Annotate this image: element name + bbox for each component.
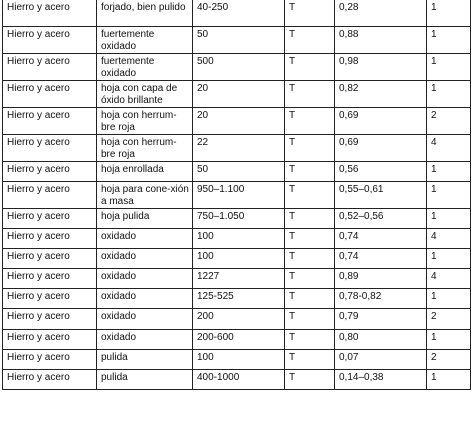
material-cell: Hierro y acero — [3, 329, 97, 349]
table-row — [3, 349, 471, 369]
emissivity-cell: 0,79 — [335, 309, 427, 329]
treatment-cell: hoja con herrum-bre roja — [97, 134, 193, 161]
emissivity-cell: 0,52–0,56 — [335, 208, 427, 228]
reference-cell: 1 — [427, 289, 471, 309]
material-cell: Hierro y acero — [3, 249, 97, 269]
emissivity-cell: 0,28 — [335, 0, 427, 26]
type-cell: T — [285, 26, 335, 53]
table-row — [3, 107, 471, 134]
material-cell: Hierro y acero — [3, 289, 97, 309]
material-cell: Hierro y acero — [3, 26, 97, 53]
temperature-cell: 22 — [193, 134, 285, 161]
table-row — [3, 309, 471, 329]
reference-cell: 1 — [427, 161, 471, 181]
type-cell: T — [285, 80, 335, 107]
type-cell: T — [285, 208, 335, 228]
material-cell: Hierro y acero — [3, 349, 97, 369]
treatment-cell: pulida — [97, 369, 193, 389]
table-row — [3, 229, 471, 249]
emissivity-cell: 0,69 — [335, 134, 427, 161]
reference-cell: 1 — [427, 249, 471, 269]
material-cell: Hierro y acero — [3, 107, 97, 134]
type-cell: T — [285, 369, 335, 389]
reference-cell: 4 — [427, 229, 471, 249]
treatment-cell: pulida — [97, 349, 193, 369]
reference-cell: 1 — [427, 329, 471, 349]
table-row — [3, 161, 471, 181]
temperature-cell: 100 — [193, 229, 285, 249]
temperature-cell: 500 — [193, 53, 285, 80]
treatment-cell: hoja con herrum-bre roja — [97, 107, 193, 134]
temperature-cell: 200 — [193, 309, 285, 329]
treatment-cell: forjado, bien pulido — [97, 0, 193, 26]
treatment-cell: fuertemente oxidado — [97, 26, 193, 53]
temperature-cell: 400-1000 — [193, 369, 285, 389]
temperature-cell: 50 — [193, 26, 285, 53]
reference-cell: 1 — [427, 0, 471, 26]
temperature-cell: 100 — [193, 249, 285, 269]
treatment-cell: oxidado — [97, 249, 193, 269]
reference-cell: 1 — [427, 80, 471, 107]
treatment-cell: hoja pulida — [97, 208, 193, 228]
emissivity-cell: 0,74 — [335, 249, 427, 269]
treatment-cell: oxidado — [97, 269, 193, 289]
table-row — [3, 269, 471, 289]
reference-cell: 1 — [427, 208, 471, 228]
table-row — [3, 181, 471, 208]
reference-cell: 1 — [427, 369, 471, 389]
emissivity-cell: 0,88 — [335, 26, 427, 53]
reference-cell: 2 — [427, 349, 471, 369]
type-cell: T — [285, 269, 335, 289]
temperature-cell: 1227 — [193, 269, 285, 289]
reference-cell: 2 — [427, 107, 471, 134]
emissivity-cell: 0,14–0,38 — [335, 369, 427, 389]
table-row — [3, 329, 471, 349]
material-cell: Hierro y acero — [3, 269, 97, 289]
table-row — [3, 289, 471, 309]
emissivity-cell: 0,56 — [335, 161, 427, 181]
reference-cell: 1 — [427, 181, 471, 208]
reference-cell: 2 — [427, 309, 471, 329]
emissivity-table — [2, 0, 471, 390]
type-cell: T — [285, 309, 335, 329]
table-row — [3, 26, 471, 53]
emissivity-cell: 0,69 — [335, 107, 427, 134]
material-cell: Hierro y acero — [3, 134, 97, 161]
emissivity-cell: 0,07 — [335, 349, 427, 369]
type-cell: T — [285, 289, 335, 309]
treatment-cell: hoja enrollada — [97, 161, 193, 181]
type-cell: T — [285, 181, 335, 208]
emissivity-cell: 0,74 — [335, 229, 427, 249]
material-cell: Hierro y acero — [3, 0, 97, 26]
material-cell: Hierro y acero — [3, 161, 97, 181]
table-row — [3, 208, 471, 228]
material-cell: Hierro y acero — [3, 369, 97, 389]
temperature-cell: 750–1.050 — [193, 208, 285, 228]
reference-cell: 1 — [427, 26, 471, 53]
treatment-cell: hoja para cone-xión a masa — [97, 181, 193, 208]
temperature-cell: 20 — [193, 107, 285, 134]
temperature-cell: 100 — [193, 349, 285, 369]
emissivity-cell: 0,82 — [335, 80, 427, 107]
table-row — [3, 134, 471, 161]
treatment-cell: oxidado — [97, 329, 193, 349]
table-row — [3, 53, 471, 80]
temperature-cell: 50 — [193, 161, 285, 181]
treatment-cell: fuertemente oxidado — [97, 53, 193, 80]
type-cell: T — [285, 0, 335, 26]
material-cell: Hierro y acero — [3, 53, 97, 80]
type-cell: T — [285, 161, 335, 181]
treatment-cell: oxidado — [97, 229, 193, 249]
treatment-cell: oxidado — [97, 289, 193, 309]
table-row — [3, 369, 471, 389]
reference-cell: 1 — [427, 53, 471, 80]
type-cell: T — [285, 53, 335, 80]
material-cell: Hierro y acero — [3, 229, 97, 249]
treatment-cell: hoja con capa de óxido brillante — [97, 80, 193, 107]
temperature-cell: 200-600 — [193, 329, 285, 349]
table-body — [3, 0, 471, 389]
material-cell: Hierro y acero — [3, 208, 97, 228]
type-cell: T — [285, 329, 335, 349]
type-cell: T — [285, 134, 335, 161]
material-cell: Hierro y acero — [3, 181, 97, 208]
type-cell: T — [285, 349, 335, 369]
emissivity-cell: 0,98 — [335, 53, 427, 80]
material-cell: Hierro y acero — [3, 309, 97, 329]
table-row — [3, 80, 471, 107]
emissivity-cell: 0,80 — [335, 329, 427, 349]
emissivity-cell: 0,89 — [335, 269, 427, 289]
reference-cell: 4 — [427, 269, 471, 289]
temperature-cell: 950–1.100 — [193, 181, 285, 208]
material-cell: Hierro y acero — [3, 80, 97, 107]
table-row — [3, 249, 471, 269]
temperature-cell: 20 — [193, 80, 285, 107]
treatment-cell: oxidado — [97, 309, 193, 329]
temperature-cell: 125-525 — [193, 289, 285, 309]
type-cell: T — [285, 249, 335, 269]
emissivity-cell: 0,55–0,61 — [335, 181, 427, 208]
temperature-cell: 40-250 — [193, 0, 285, 26]
type-cell: T — [285, 229, 335, 249]
emissivity-cell: 0,78-0,82 — [335, 289, 427, 309]
reference-cell: 4 — [427, 134, 471, 161]
table-row — [3, 0, 471, 26]
type-cell: T — [285, 107, 335, 134]
